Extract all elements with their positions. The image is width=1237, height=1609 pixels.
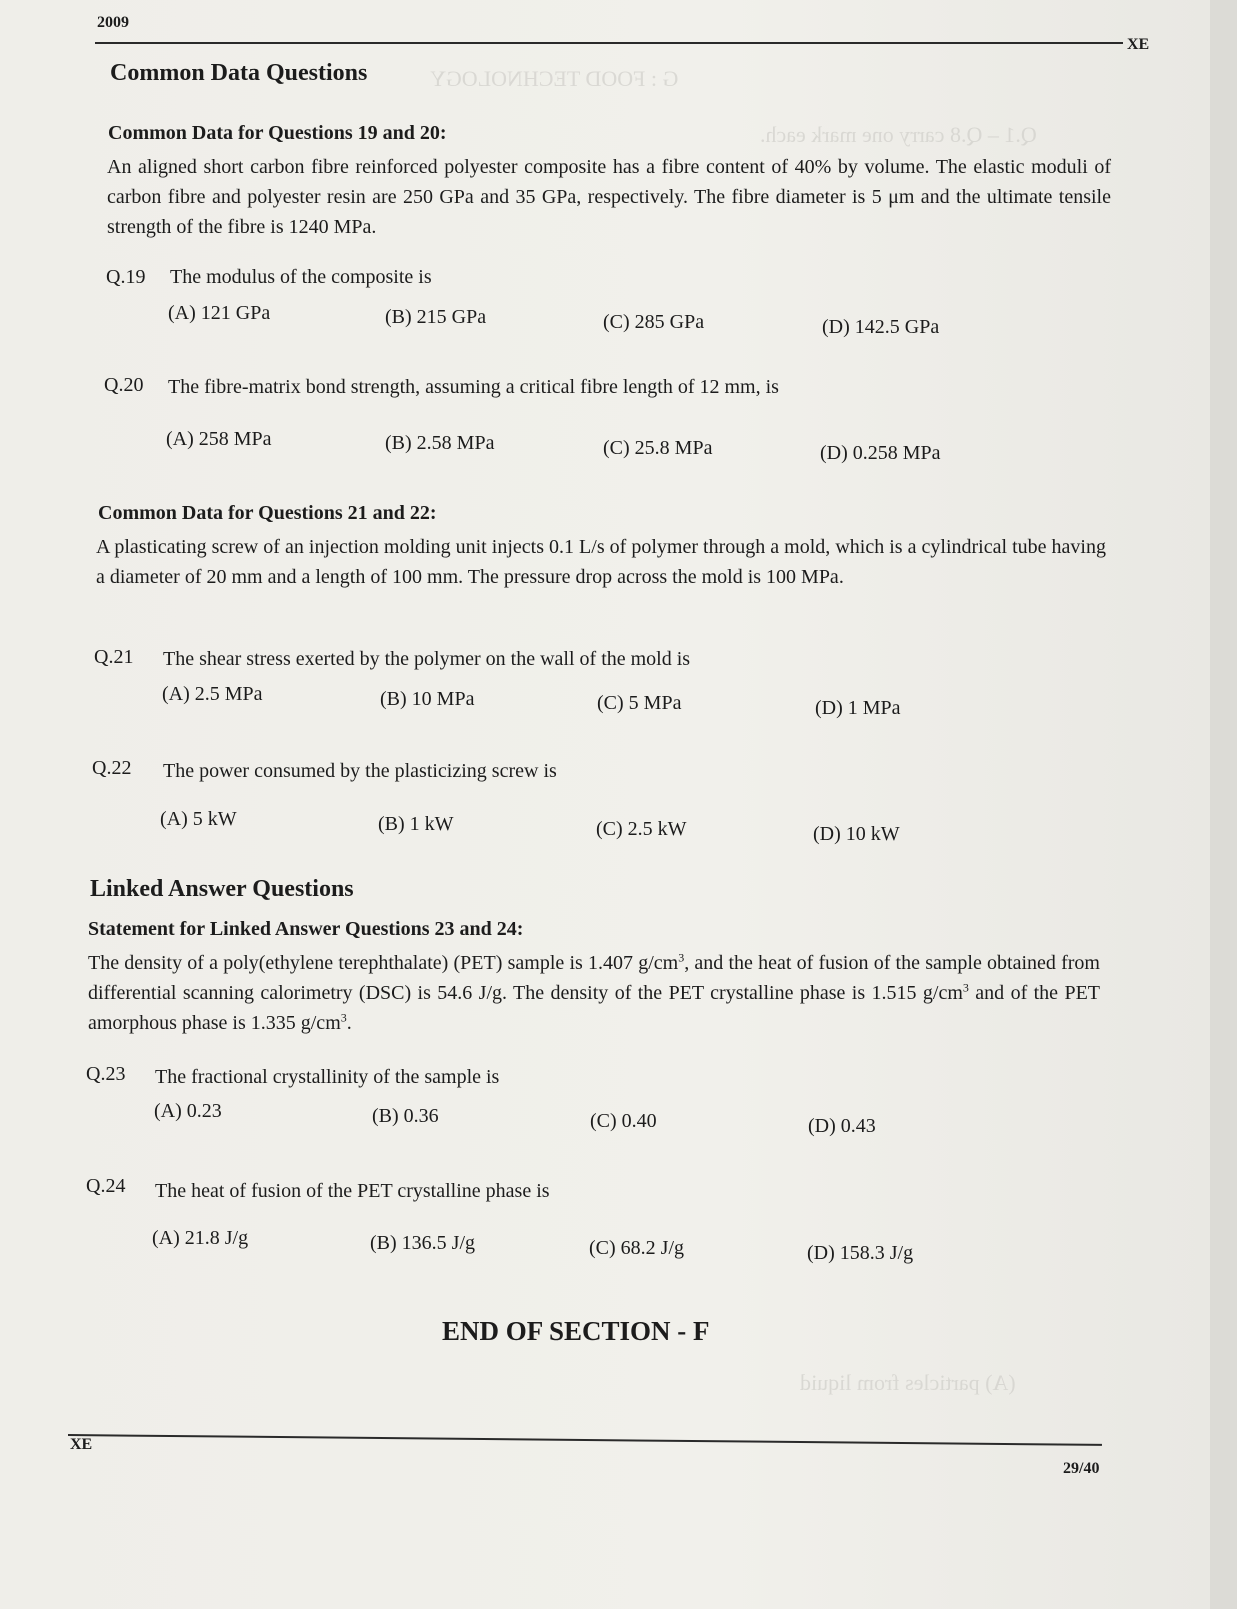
option-b: (B) 1 kW — [378, 813, 454, 835]
header-year: 2009 — [97, 14, 129, 31]
question-text: The fibre-matrix bond strength, assuming a critical fibre length of 12 mm, is — [168, 376, 779, 398]
option-b: (B) 136.5 J/g — [370, 1232, 475, 1254]
question-number: Q.21 — [94, 646, 134, 668]
common-data-title-21-22: Common Data for Questions 21 and 22: — [98, 502, 437, 524]
footer-paper-code: XE — [70, 1436, 93, 1453]
common-data-text-19-20: An aligned short carbon fibre reinforced polyester composite has a fibre content of 40% by volume. The elastic moduli of carbon fibre and polyester resin are 250 GPa and 35 GPa, respectively. The fibre diameter is 5 μm and the ultimate tensile strength of the fibre is 1240 MPa. — [107, 156, 1111, 238]
question-number: Q.20 — [104, 374, 144, 396]
bleed-through-text: (A) particles from liquid — [800, 1370, 1016, 1395]
section-title-common-data: Common Data Questions — [110, 60, 368, 86]
bleed-through-text: Q.1 – Q.8 carry one mark each. — [760, 122, 1037, 147]
question-text: The shear stress exerted by the polymer on the wall of the mold is — [163, 648, 691, 670]
option-d: (D) 10 kW — [813, 823, 900, 845]
option-c: (C) 0.40 — [590, 1110, 657, 1132]
option-a: (A) 5 kW — [160, 808, 237, 830]
option-d: (D) 0.43 — [808, 1115, 876, 1137]
option-c: (C) 5 MPa — [597, 692, 682, 714]
question-number: Q.19 — [106, 266, 146, 288]
question-number: Q.23 — [86, 1063, 126, 1085]
option-c: (C) 25.8 MPa — [603, 437, 713, 459]
option-d: (D) 158.3 J/g — [807, 1242, 914, 1264]
common-data-text-21-22: A plasticating screw of an injection molding unit injects 0.1 L/s of polymer through a mold, which is a cylindrical tube having a diameter of 20 mm and a length of 100 mm. The pressure drop across the mold is 100 MPa. — [96, 536, 1106, 588]
question-text: The modulus of the composite is — [170, 266, 432, 288]
option-d: (D) 0.258 MPa — [820, 442, 941, 464]
footer-page-number: 29/40 — [1063, 1460, 1100, 1477]
option-c: (C) 2.5 kW — [596, 818, 687, 840]
linked-statement-text: The density of a poly(ethylene terephthalate) (PET) sample is 1.407 $g/cm^3$, and the heat of fusion of the sample obtained from differential scanning calorimetry (DSC) is 54.6 J/g. The density of the PET crystalline phase is 1.515 $g/cm^3$ and of the PET amorphous phase is 1.335 $g/cm^3$. — [88, 950, 1101, 1034]
option-c: (C) 68.2 J/g — [589, 1237, 684, 1259]
linked-statement-title: Statement for Linked Answer Questions 23 and 24: — [88, 918, 524, 940]
question-number: Q.24 — [86, 1175, 126, 1197]
option-a: (A) 121 GPa — [168, 302, 271, 324]
question-number: Q.22 — [92, 757, 132, 779]
end-of-section-label: END OF SECTION - F — [442, 1316, 710, 1346]
question-text: The fractional crystallinity of the sample is — [155, 1066, 500, 1088]
question-text: The power consumed by the plasticizing screw is — [163, 760, 557, 782]
page-edge — [1210, 0, 1237, 1609]
bleed-through-text: G : FOOD TECHNOLOGY — [430, 66, 679, 91]
option-d: (D) 1 MPa — [815, 697, 901, 719]
section-title-linked-answer: Linked Answer Questions — [90, 876, 354, 902]
option-b: (B) 0.36 — [372, 1105, 439, 1127]
option-a: (A) 258 MPa — [166, 428, 272, 450]
option-b: (B) 215 GPa — [385, 306, 487, 328]
option-a: (A) 2.5 MPa — [162, 683, 263, 705]
option-a: (A) 0.23 — [154, 1100, 222, 1122]
option-b: (B) 10 MPa — [380, 688, 475, 710]
option-a: (A) 21.8 J/g — [152, 1227, 249, 1249]
header-paper-code: XE — [1127, 36, 1150, 53]
option-c: (C) 285 GPa — [603, 311, 705, 333]
header-rule — [95, 42, 1123, 44]
question-text: The heat of fusion of the PET crystalline phase is — [155, 1180, 550, 1202]
option-b: (B) 2.58 MPa — [385, 432, 495, 454]
common-data-title-19-20: Common Data for Questions 19 and 20: — [108, 122, 447, 144]
option-d: (D) 142.5 GPa — [822, 316, 940, 338]
